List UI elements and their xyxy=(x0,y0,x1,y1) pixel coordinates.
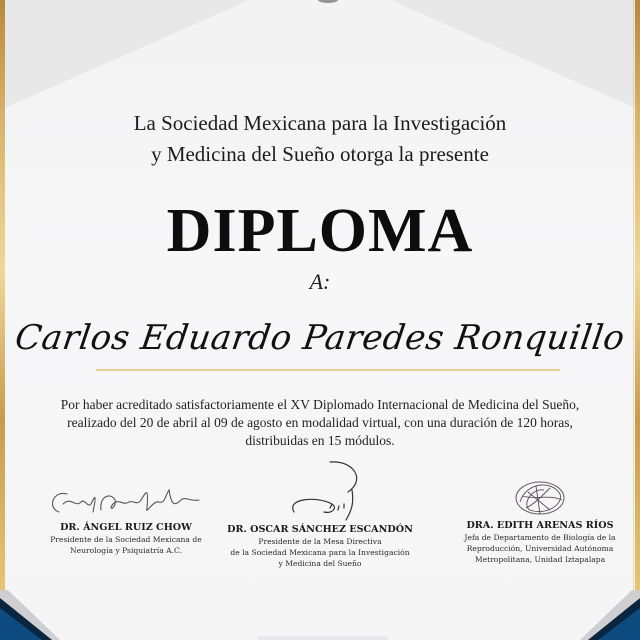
signature-image xyxy=(500,478,580,520)
signatory-sanchez-escandon xyxy=(215,458,425,569)
signatory-role-line: Jefa de Departamento de Biología de la xyxy=(464,533,616,542)
issuer-statement xyxy=(0,108,640,170)
issuer-line: y Medicina del Sueño otorga la presente xyxy=(151,142,489,166)
signatory-role-line: de la Sociedad Mexicana para la Investigación xyxy=(230,548,410,557)
issuer-line: La Sociedad Mexicana para la Investigación xyxy=(133,111,507,135)
signatory-ruiz-chow xyxy=(36,482,216,556)
signatory-role-line: Metropolitana, Unidad Iztapalapa xyxy=(474,555,606,564)
signatory-name: DRA. EDITH ARENAS RÍOS xyxy=(466,520,614,531)
signature-image xyxy=(41,482,211,522)
description-line: distribuidas en 15 módulos. xyxy=(245,433,395,448)
signatory-role-line: Presidente de la Sociedad Mexicana de xyxy=(50,535,202,544)
diploma-title: DIPLOMA xyxy=(166,197,474,265)
signatory-role-line: Neurología y Psiquiatría A.C. xyxy=(69,546,182,555)
signatory-role-line: Presidente de la Mesa Directiva xyxy=(258,537,382,546)
recipient-underline xyxy=(96,369,560,371)
description-line: Por haber acreditado satisfactoriamente el XV Diplomado Internacional de Medicina del Sueño, xyxy=(60,397,580,412)
signature-image xyxy=(220,458,420,524)
description-line: realizado del 20 de abril al 09 de agosto en modalidad virtual, con una duración de 120 horas, xyxy=(67,415,573,430)
achievement-description xyxy=(40,396,600,450)
signatory-arenas-rios xyxy=(440,478,640,565)
to-label: A: xyxy=(309,269,331,294)
signatory-role-line: Reproducción, Universidad Autónoma xyxy=(466,544,614,553)
signatory-name: DR. OSCAR SÁNCHEZ ESCANDÓN xyxy=(227,524,413,535)
signatory-role-line: y Medicina del Sueño xyxy=(278,559,362,568)
signatory-name: DR. ÁNGEL RUIZ CHOW xyxy=(60,522,192,533)
recipient-name: Carlos Eduardo Paredes Ronquillo xyxy=(12,318,628,358)
